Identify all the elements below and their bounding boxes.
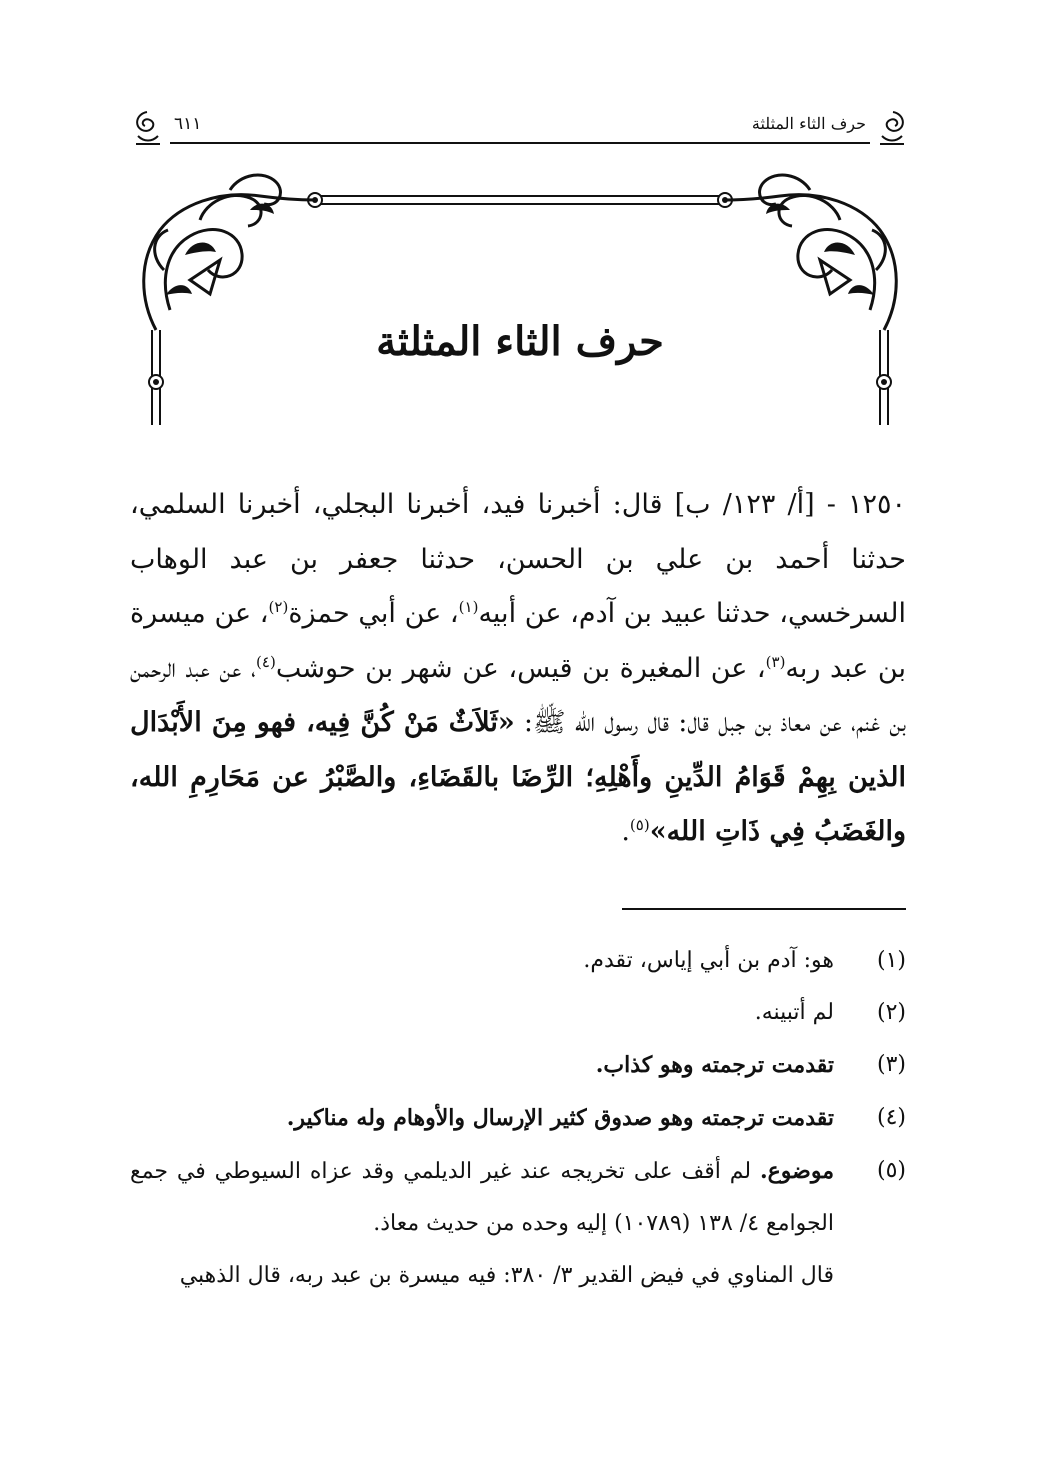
hadith-entry — [130, 478, 906, 860]
hadith-paragraph — [130, 478, 906, 860]
footnotes — [130, 935, 906, 1302]
footnote-text: تقدمت ترجمته وهو كذاب. — [595, 1052, 834, 1078]
chapter-title-frame — [130, 160, 910, 425]
header-ornament-left-icon — [130, 108, 164, 148]
header-rule — [170, 142, 870, 144]
header-ornament-right-icon — [876, 108, 910, 148]
footnote-ref-5[interactable]: (٥) — [629, 816, 650, 834]
footnote-continuation: قال المناوي في فيض القدير ٣/ ٣٨٠: فيه ميسرة بن عبد ربه، قال الذهبي — [179, 1263, 834, 1288]
running-chapter-name: حرف الثاء المثلثة — [751, 114, 866, 133]
footnote-item — [130, 987, 906, 1039]
isnad-text: ، عن ميسرة بن عبد ربه — [130, 598, 906, 684]
footnote-text: لم أتبينه. — [754, 1000, 834, 1025]
isnad-text: ، عن المغيرة بن قيس، عن شهر بن حوشب — [275, 652, 766, 684]
end-mark: . — [621, 816, 630, 847]
footnote-text: هو: آدم بن أبي إياس، تقدم. — [583, 948, 834, 973]
footnote-item — [130, 1145, 906, 1302]
footnote-number: (١) — [876, 948, 906, 973]
isnad-text: ، عن عبد الرحمن بن غنم، عن معاذ بن جبل قال: قال رسول الله ﷺ: — [130, 652, 906, 738]
hadith-matn: «ثَلاَثٌ مَنْ كُنَّ فِيه، فهو مِنَ الأَبْدَال الذين بِهِمْ قَوَامُ الدِّينِ وأَهْلِهِ؛ الرِّضَا بالقَضَاءِ، والصَّبْرُ عن مَحَارِمِ الله، والغَضَبُ فِي ذَاتِ الله» — [130, 707, 906, 847]
footnote-ref-2[interactable]: (٢) — [268, 598, 289, 616]
footnote-number: (٣) — [876, 1052, 906, 1077]
footnote-ref-4[interactable]: (٤) — [256, 652, 276, 671]
page-number: ٦١١ — [174, 114, 202, 134]
footnote-text: تقدمت ترجمته وهو صدوق كثير الإرسال والأوهام وله مناكير. — [286, 1105, 834, 1131]
footnote-number: (٤) — [876, 1105, 906, 1130]
footnote-item — [130, 1092, 906, 1145]
ornamental-frame-icon — [130, 160, 910, 425]
isnad-text: ١٢٥٠ - [أ/ ١٢٣/ ب] قال: أخبرنا فيد، أخبرنا البجلي، أخبرنا السلمي، حدثنا أحمد بن علي بن الحسن، حدثنا جعفر بن عبد الوهاب السرخسي، حدثنا عبيد بن آدم، عن أبيه — [130, 489, 906, 629]
footnote-ref-3[interactable]: (٣) — [765, 652, 786, 671]
chapter-title: حرف الثاء المثلثة — [376, 318, 664, 365]
running-header — [130, 100, 910, 150]
isnad-text: ، عن أبي حمزة — [288, 598, 459, 629]
footnote-text: لم أقف على تخريجه عند غير الديلمي وقد عزاه السيوطي في جمع الجوامع ٤/ ١٣٨ (١٠٧٨٩) إليه وحده من حديث معاذ. — [130, 1159, 834, 1236]
footnote-number: (٢) — [876, 1000, 906, 1025]
footnote-number: (٥) — [876, 1158, 906, 1183]
footnote-verdict: موضوع. — [760, 1158, 834, 1184]
footnote-ref-1[interactable]: (١) — [458, 598, 479, 616]
footnote-item — [130, 1039, 906, 1092]
footnote-separator — [622, 908, 906, 910]
footnote-item — [130, 935, 906, 987]
